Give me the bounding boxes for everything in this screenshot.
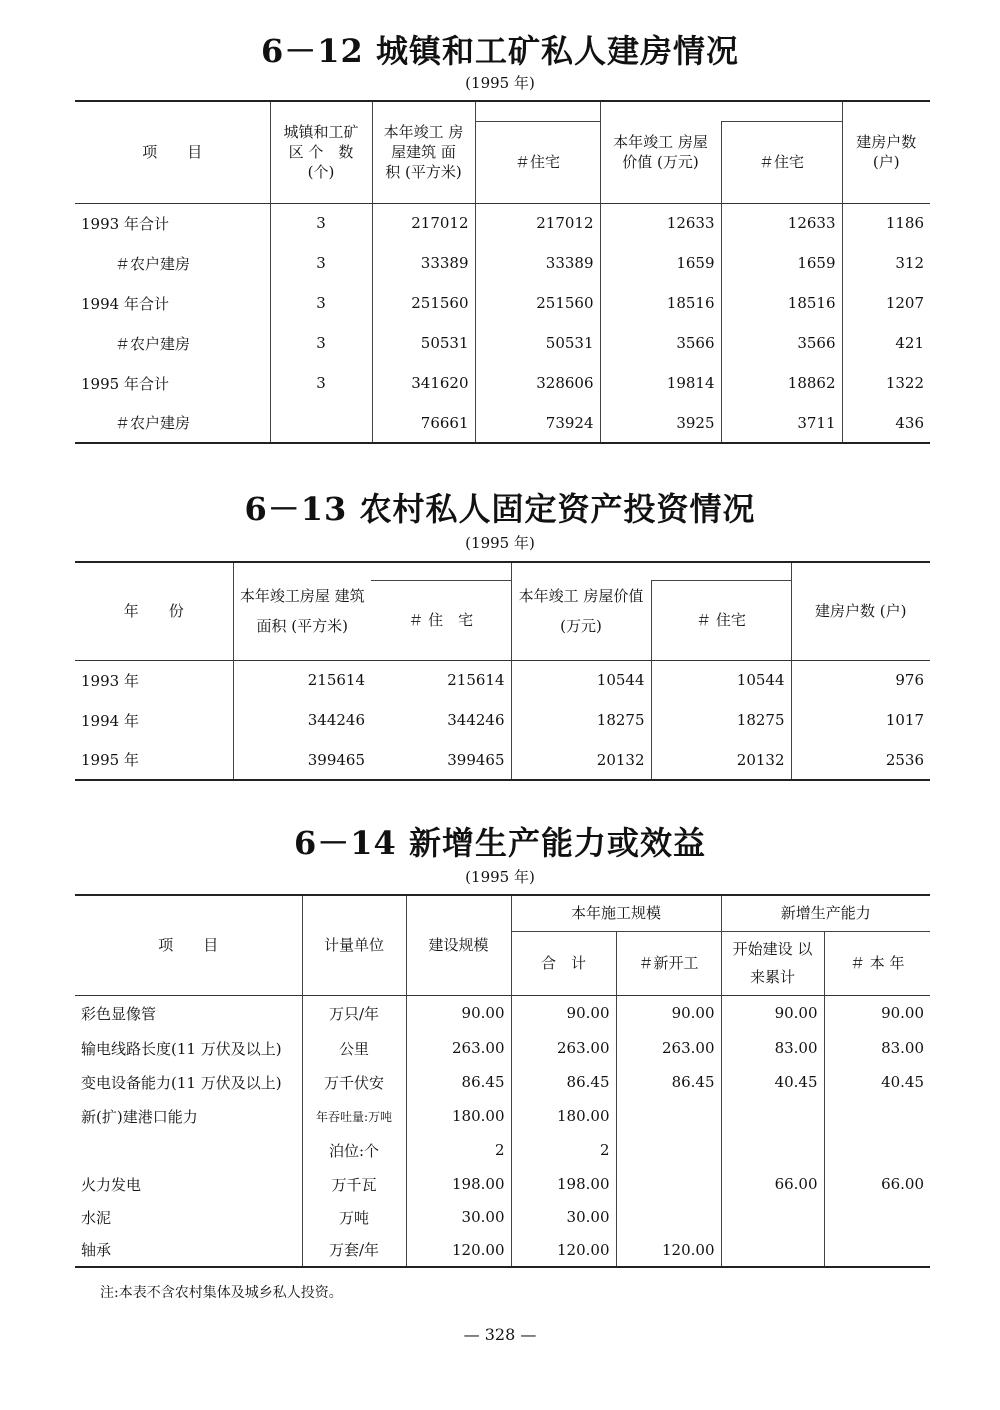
table-6-13-title: 6－13 农村私人固定资产投资情况 <box>244 490 756 528</box>
header-year: 年 份 <box>75 562 233 660</box>
table-row: 泊位:个 2 2 <box>75 1133 930 1167</box>
header-area-residential: ＃住宅 <box>475 121 600 203</box>
table-row: 1994 年合计 3 251560 251560 18516 18516 1207 <box>75 283 930 323</box>
header-value-residential: ＃ 住宅 <box>651 580 791 660</box>
footnote: 注:本表不含农村集体及城乡私人投资。 <box>100 1285 343 1301</box>
table-6-13 <box>75 561 930 781</box>
table-row: 水泥 万吨 30.00 30.00 <box>75 1201 930 1233</box>
header-unit: 计量单位 <box>302 895 406 995</box>
header-area: 本年竣工 房屋建筑 面 积 (平方米) <box>372 101 475 203</box>
table-6-12-title: 6－12 城镇和工矿私人建房情况 <box>261 32 739 70</box>
table-row: 火力发电 万千瓦 198.00 198.00 66.00 66.00 <box>75 1167 930 1201</box>
table-row: 轴承 万套/年 120.00 120.00 120.00 <box>75 1233 930 1267</box>
header-current-total: 合 计 <box>511 931 616 995</box>
table-row: 变电设备能力(11 万伏及以上) 万千伏安 86.45 86.45 86.45 40.45 40.45 <box>75 1065 930 1099</box>
header-newcap-year: ＃ 本 年 <box>824 931 930 995</box>
header-value: 本年竣工 房屋价值 (万元) <box>600 101 721 203</box>
header-new-capacity: 新增生产能力 <box>721 895 930 931</box>
table-row: ＃农户建房 3 33389 33389 1659 1659 312 <box>75 243 930 283</box>
header-area: 本年竣工房屋 建筑面积 (平方米) <box>233 562 371 660</box>
header-area-residential: ＃ 住 宅 <box>371 580 511 660</box>
table-row: 1995 年 399465 399465 20132 20132 2536 <box>75 740 930 780</box>
header-households: 建房户数 (户) <box>791 562 930 660</box>
table-6-14-year: (1995 年) <box>465 868 535 886</box>
header-newcap-cumulative: 开始建设 以来累计 <box>721 931 824 995</box>
table-row: 彩色显像管 万只/年 90.00 90.00 90.00 90.00 90.00 <box>75 995 930 1031</box>
table-row: 1995 年合计 3 341620 328606 19814 18862 1322 <box>75 363 930 403</box>
header-current-new: ＃新开工 <box>616 931 721 995</box>
header-value: 本年竣工 房屋价值 (万元) <box>511 562 651 660</box>
table-row: 1993 年 215614 215614 10544 10544 976 <box>75 660 930 700</box>
table-6-14-title: 6－14 新增生产能力或效益 <box>294 824 706 862</box>
header-households: 建房户数 (户) <box>842 101 930 203</box>
header-value-residential: ＃住宅 <box>721 121 842 203</box>
header-scale: 建设规模 <box>406 895 511 995</box>
header-districts: 城镇和工矿区 个 数 (个) <box>270 101 372 203</box>
table-6-14 <box>75 894 930 1268</box>
table-row: ＃农户建房 76661 73924 3925 3711 436 <box>75 403 930 443</box>
header-current-scale: 本年施工规模 <box>511 895 721 931</box>
header-item: 项 目 <box>75 101 270 203</box>
table-row: 1993 年合计 3 217012 217012 12633 12633 1186 <box>75 203 930 243</box>
table-6-12-year: (1995 年) <box>465 74 535 92</box>
header-item: 项 目 <box>75 895 302 995</box>
table-row: 1994 年 344246 344246 18275 18275 1017 <box>75 700 930 740</box>
table-row: 新(扩)建港口能力 年吞吐量:万吨 180.00 180.00 <box>75 1099 930 1133</box>
table-6-13-year: (1995 年) <box>465 534 535 552</box>
table-row: 输电线路长度(11 万伏及以上) 公里 263.00 263.00 263.00 83.00 83.00 <box>75 1031 930 1065</box>
table-6-12 <box>75 100 930 444</box>
page-number: — 328 — <box>463 1325 537 1344</box>
table-row: ＃农户建房 3 50531 50531 3566 3566 421 <box>75 323 930 363</box>
